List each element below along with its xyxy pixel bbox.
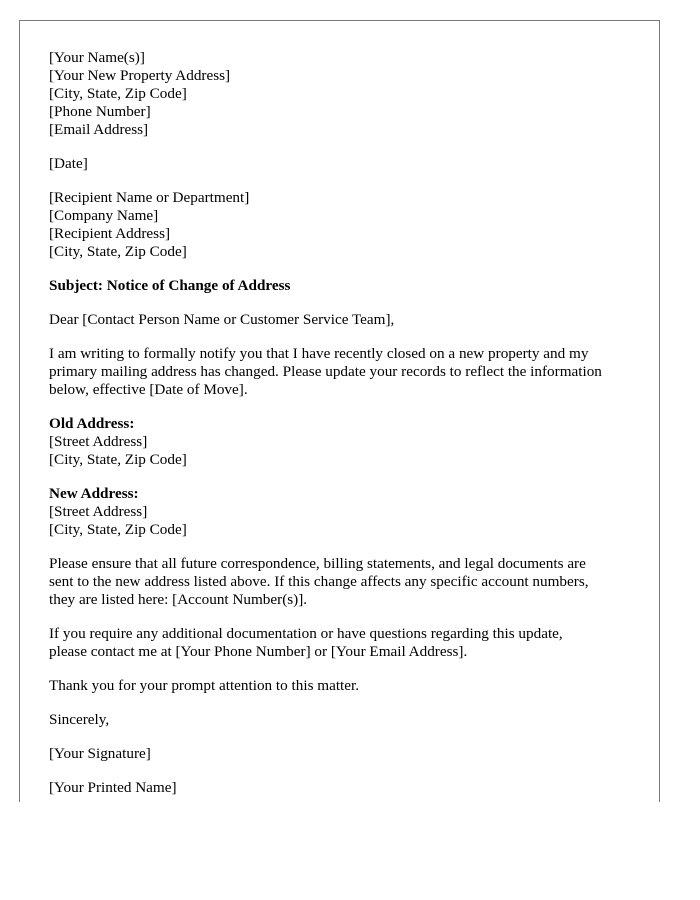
- intro-line: below, effective [Date of Move].: [49, 381, 248, 398]
- subject-block: [49, 277, 639, 295]
- intro-line: I am writing to formally notify you that I have recently closed on a new property and my: [49, 345, 589, 362]
- signature: [Your Signature]: [49, 745, 151, 762]
- date-block: [49, 155, 639, 173]
- new-address-street: [Street Address]: [49, 503, 148, 520]
- new-address-city-state-zip: [City, State, Zip Code]: [49, 521, 187, 538]
- thanks-line: Thank you for your prompt attention to this matter.: [49, 677, 360, 694]
- recipient-name: [Recipient Name or Department]: [49, 189, 250, 206]
- letter-page: [19, 20, 660, 802]
- signature-block: [49, 745, 639, 763]
- old-address-heading: Old Address:: [49, 415, 135, 432]
- printed-name-block: [49, 779, 639, 797]
- recipient-address: [Recipient Address]: [49, 225, 171, 242]
- new-address-block: [49, 485, 639, 539]
- letter-content: [49, 49, 639, 813]
- contact-line: please contact me at [Your Phone Number] or [Your Email Address].: [49, 643, 468, 660]
- old-address-city-state-zip: [City, State, Zip Code]: [49, 451, 187, 468]
- salutation-block: [49, 311, 639, 329]
- printed-name: [Your Printed Name]: [49, 779, 177, 796]
- old-address-block: [49, 415, 639, 469]
- sender-phone: [Phone Number]: [49, 103, 151, 120]
- correspondence-line: they are listed here: [Account Number(s)].: [49, 591, 308, 608]
- correspondence-line: sent to the new address listed above. If this change affects any specific account numbers,: [49, 573, 589, 590]
- sender-address: [Your New Property Address]: [49, 67, 231, 84]
- recipient-city-state-zip: [City, State, Zip Code]: [49, 243, 187, 260]
- recipient-company: [Company Name]: [49, 207, 159, 224]
- salutation: Dear [Contact Person Name or Customer Service Team],: [49, 311, 395, 328]
- contact-line: If you require any additional documentation or have questions regarding this update,: [49, 625, 563, 642]
- new-address-heading: New Address:: [49, 485, 139, 502]
- closing: Sincerely,: [49, 711, 110, 728]
- contact-paragraph: [49, 625, 639, 661]
- sender-block: [49, 49, 639, 139]
- intro-paragraph: [49, 345, 639, 399]
- sender-city-state-zip: [City, State, Zip Code]: [49, 85, 187, 102]
- correspondence-paragraph: [49, 555, 639, 609]
- correspondence-line: Please ensure that all future correspondence, billing statements, and legal documents are: [49, 555, 586, 572]
- thanks-paragraph: [49, 677, 639, 695]
- intro-line: primary mailing address has changed. Please update your records to reflect the information: [49, 363, 602, 380]
- subject-line: Subject: Notice of Change of Address: [49, 277, 291, 294]
- recipient-block: [49, 189, 639, 261]
- closing-block: [49, 711, 639, 729]
- old-address-street: [Street Address]: [49, 433, 148, 450]
- letter-date: [Date]: [49, 155, 88, 172]
- sender-email: [Email Address]: [49, 121, 149, 138]
- sender-name: [Your Name(s)]: [49, 49, 145, 66]
